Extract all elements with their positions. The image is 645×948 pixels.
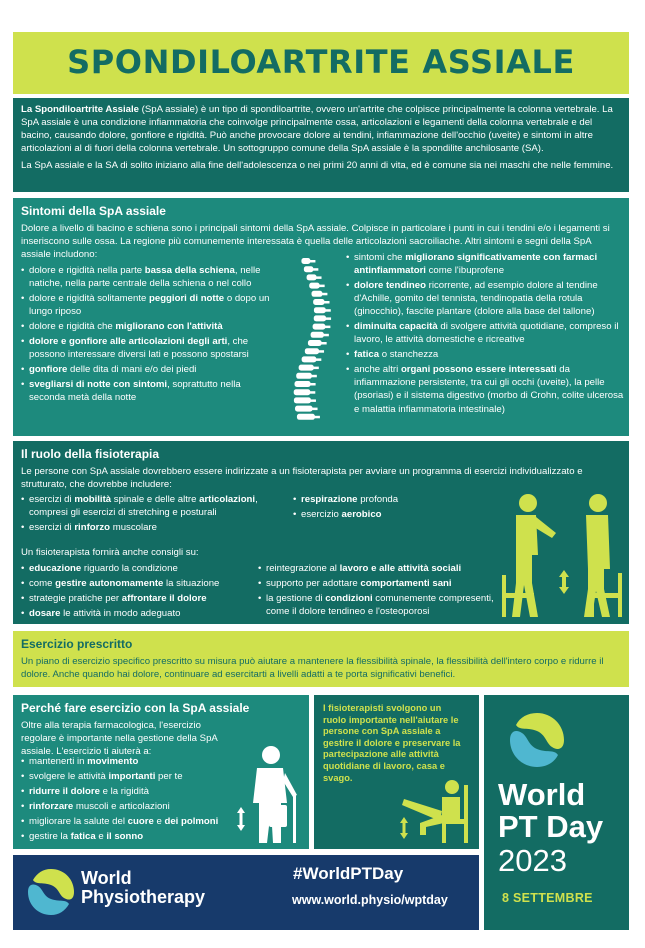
- symptom-item-segment: o dopo un lungo riposo: [29, 293, 270, 318]
- benefit-item-segment: e la rigidità: [99, 786, 149, 798]
- intro-paragraph-1: [21, 103, 621, 155]
- benefit-item-segment: rinforzare: [29, 801, 74, 813]
- symptom-item-segment: diminuita capacità: [354, 321, 438, 333]
- symptom-item: [21, 292, 271, 318]
- symptom-item: [21, 378, 271, 404]
- physio-item-segment: respirazione: [301, 494, 358, 505]
- benefit-item-segment: migliorare la salute del: [29, 816, 128, 828]
- vertebra-process-shape: [315, 358, 321, 361]
- physio-list-a: [21, 493, 286, 536]
- physio-item: [293, 508, 453, 521]
- advice-item: [21, 562, 256, 575]
- symptom-item-segment: fatica: [354, 349, 380, 361]
- spine-icon: [281, 254, 341, 426]
- vertebra-process-shape: [325, 309, 331, 312]
- why-exercise-intro: Oltre alla terapia farmacologica, l'esercizio regolare è importante nella gestione della SpA assiale. L'esercizio ti aiuterà a:: [21, 720, 218, 758]
- symptom-item-segment: svegliarsi di notte con sintomi: [29, 379, 168, 391]
- vertebra-process-shape: [314, 416, 320, 419]
- walking-cane-icon: [231, 743, 305, 845]
- vertebra-process-shape: [310, 383, 316, 386]
- why-exercise-section: [13, 695, 309, 849]
- symptom-item-segment: migliorano significativamente con farmaci antinfiammatori: [354, 252, 598, 277]
- vertebra-process-shape: [321, 342, 327, 345]
- physio-item-segment: esercizi di: [29, 494, 75, 505]
- symptom-item-segment: migliorano con l'attività: [115, 321, 223, 333]
- vertebra-process-shape: [309, 260, 315, 263]
- physio-heading: Il ruolo della fisioterapia: [21, 447, 160, 461]
- vertebra-shape: [304, 266, 313, 272]
- symptom-item-segment: ricorrente, ad esempio dolore al tendine d'Achille, gomito del tennista, tendinopatia della rotula (ginocchio), fascite plantare (dolore alla base del tallone): [354, 280, 598, 318]
- vertebra-process-shape: [316, 276, 322, 279]
- advice-item: [258, 562, 498, 575]
- physio-item: [21, 493, 286, 519]
- advice-item: [21, 577, 256, 590]
- vertebra-shape: [299, 365, 314, 371]
- exercise-section: [13, 631, 629, 687]
- benefit-item: [21, 815, 231, 828]
- benefit-item: [21, 830, 231, 843]
- wpt-date: 8 SETTEMBRE: [502, 891, 593, 905]
- advice-item-segment: strategie pratiche per: [29, 593, 122, 605]
- benefit-item: [21, 800, 231, 813]
- symptom-item-segment: dolore e rigidità che: [29, 321, 116, 333]
- symptom-item-segment: come l'ibuprofene: [425, 265, 505, 277]
- advice-item-segment: comunemente compresenti, come il dolore tendineo e l'osteoporosi: [266, 593, 494, 618]
- symptom-item: [21, 335, 271, 361]
- benefit-item-segment: dei polmoni: [164, 816, 219, 828]
- advice-item-segment: la gestione di: [266, 593, 326, 605]
- title-banner: [13, 32, 629, 94]
- symptom-item-segment: dolore e gonfiore alle articolazioni degli arti: [29, 336, 228, 348]
- vertebra-shape: [294, 397, 311, 403]
- advice-item: [258, 592, 498, 618]
- symptom-item: [346, 363, 624, 415]
- symptom-item-segment: o stanchezza: [379, 349, 439, 361]
- page-title: SPONDILOARTRITE ASSIALE: [67, 43, 575, 82]
- benefit-item: [21, 755, 231, 768]
- world-pt-day-logo-icon: [506, 709, 568, 771]
- website-link[interactable]: www.world.physio/wptday: [292, 893, 448, 907]
- why-exercise-list: [21, 755, 231, 845]
- physio-section: [13, 441, 629, 624]
- benefit-item-segment: movimento: [87, 756, 139, 767]
- symptom-item-segment: delle dita di mani e/o dei piedi: [67, 364, 197, 376]
- benefit-item-segment: gestire la: [29, 831, 71, 843]
- vertebra-shape: [301, 258, 310, 264]
- symptom-item-segment: di svolgere attività quotidiane, compreso il lavoro, le attività domestiche e ricreative: [354, 321, 619, 346]
- benefit-item-segment: mantenerti in: [29, 756, 88, 767]
- benefit-item-segment: e: [95, 831, 107, 843]
- symptom-item: [21, 264, 271, 290]
- physio-list-c: [21, 562, 256, 622]
- vertebra-process-shape: [319, 285, 325, 288]
- vertebra-shape: [305, 348, 319, 354]
- intro-term: La Spondiloartrite Assiale: [21, 104, 139, 115]
- physio-item-segment: mobilità: [74, 494, 112, 505]
- benefit-item-segment: fatica: [70, 831, 96, 843]
- symptoms-section: [13, 198, 629, 436]
- world-physiotherapy-logo-icon: [25, 866, 77, 918]
- benefit-item-segment: svolgere le attività: [29, 771, 109, 783]
- vertebra-shape: [302, 356, 317, 362]
- symptom-item-segment: bassa della schiena: [144, 265, 235, 276]
- benefit-item-segment: per te: [155, 771, 183, 783]
- vertebra-shape: [314, 307, 326, 313]
- vertebra-shape: [296, 373, 312, 379]
- physio-item-segment: profonda: [357, 494, 399, 505]
- physio-item-segment: rinforzo: [74, 522, 111, 534]
- vertebra-process-shape: [313, 367, 319, 370]
- vertebra-shape: [294, 389, 311, 395]
- vertebra-shape: [297, 414, 315, 420]
- symptom-item-segment: dolore e rigidità solitamente: [29, 293, 149, 305]
- org-name-line2: Physiotherapy: [81, 886, 206, 907]
- vertebra-process-shape: [325, 317, 331, 320]
- benefit-item-segment: muscoli e articolazioni: [73, 801, 170, 813]
- vertebra-shape: [313, 324, 326, 330]
- exercise-figures-icon: [498, 485, 626, 621]
- vertebra-shape: [307, 274, 317, 280]
- wpt-line1: World: [498, 777, 586, 812]
- benefit-item-segment: e: [153, 816, 165, 828]
- symptom-item: [21, 363, 271, 376]
- symptom-item-segment: , nelle natiche, nella parte centrale della schiena o nel collo: [29, 265, 261, 290]
- advice-item-segment: gestire autonomamente: [55, 578, 164, 590]
- intro-section: [13, 98, 629, 192]
- benefit-item: [21, 785, 231, 798]
- quote-box: [314, 695, 479, 849]
- vertebra-process-shape: [323, 334, 329, 337]
- symptoms-list-right: [346, 251, 624, 418]
- symptom-item-segment: dolore e rigidità nella parte: [29, 265, 145, 276]
- physio-item-segment: spinale e delle altre: [111, 494, 200, 505]
- physio-advice-intro: Un fisioterapista fornirà anche consigli su:: [21, 547, 199, 558]
- org-name-line1: World: [81, 868, 132, 888]
- advice-item: [21, 607, 256, 620]
- vertebra-shape: [312, 291, 323, 297]
- physio-item-segment: esercizio: [301, 509, 342, 521]
- symptom-item: [346, 320, 624, 346]
- physio-item: [293, 493, 453, 506]
- intro-paragraph-2: La SpA assiale e la SA di solito iniziano alla fine dell'adolescenza o nei primi 20 anni di vita, ed è comune sia nei maschi che nelle femmine.: [21, 160, 614, 172]
- vertebra-shape: [313, 299, 324, 305]
- advice-item-segment: come: [29, 578, 56, 590]
- vertebra-shape: [294, 381, 310, 387]
- advice-item-segment: la situazione: [163, 578, 220, 590]
- physio-item-segment: esercizi di: [29, 522, 75, 534]
- physio-intro: Le persone con SpA assiale dovrebbero essere indirizzate a un fisioterapista per avviare un programma di esercizi individualizzato e strutturato, che dovrebbe includere:: [21, 466, 583, 491]
- benefit-item-segment: importanti: [108, 771, 156, 783]
- quote-text: I fisioterapisti svolgono un ruolo importante nell'aiutare le persone con SpA assiale a gestire il dolore e preservare la partecipazione alle attività quotidiane di lavoro, casa e svago.: [323, 703, 461, 783]
- benefit-item-segment: ridurre il dolore: [29, 786, 100, 798]
- why-exercise-heading: Perché fare esercizio con la SpA assiale: [21, 701, 250, 715]
- hashtag: #WorldPTDay: [293, 864, 404, 883]
- advice-item-segment: comportamenti sani: [360, 578, 452, 590]
- physio-item: [21, 521, 286, 534]
- symptom-item-segment: , soprattutto nella seconda metà della notte: [29, 379, 241, 404]
- vertebra-process-shape: [324, 301, 330, 304]
- physio-list-b: [293, 493, 453, 523]
- symptom-item-segment: anche altri: [354, 364, 401, 376]
- physio-item-segment: aerobico: [341, 509, 382, 521]
- symptom-item-segment: organi possono essere interessati: [400, 364, 557, 376]
- advice-item-segment: riguardo la condizione: [81, 563, 178, 574]
- benefit-item-segment: cuore: [127, 816, 154, 828]
- benefit-item-segment: il sonno: [106, 831, 144, 843]
- advice-item-segment: le attività in modo adeguato: [60, 608, 181, 620]
- world-pt-day-panel: [484, 695, 629, 930]
- exercise-text: Un piano di esercizio specifico prescritto su misura può aiutare a mantenere la flessibilità spinale, la flessibilità dell'intero corpo e ridurre il dolore. Anche quando hai dolore, continuare ad esercitarti a livelli adatti a te porta significativi benefici.: [21, 656, 604, 681]
- symptom-item-segment: sintomi che: [354, 252, 406, 263]
- symptoms-heading: Sintomi della SpA assiale: [21, 204, 166, 218]
- symptom-item: [346, 348, 624, 361]
- vertebra-shape: [295, 406, 313, 412]
- symptom-item-segment: da infiammazione persistente, tra cui gli occhi (uveite), la pelle (psoriasi) e il sistema digestivo (morbo di Crohn, colite ulcerosa e malattia infiammatoria intestinale): [354, 364, 624, 415]
- wpt-line2: PT Day: [498, 809, 604, 844]
- advice-item: [21, 592, 256, 605]
- advice-item-segment: affrontare il dolore: [121, 593, 207, 605]
- vertebra-process-shape: [311, 375, 317, 378]
- vertebra-shape: [309, 283, 319, 289]
- symptom-item-segment: gonfiore: [29, 364, 68, 376]
- physio-item-segment: , compresi gli esercizi di stretching e posturali: [29, 494, 258, 519]
- advice-item-segment: supporto per adottare: [266, 578, 361, 590]
- wpt-year: 2023: [498, 843, 567, 878]
- intro-text: (SpA assiale) è un tipo di spondiloartrite, ovvero un'artrite che colpisce principalmente la colonna vertebrale. La SpA assiale è una condizione infiammatoria che coinvolge principalmente ossa, articolazioni e legamenti della colonna vertebrale e del bacino, causando dolore, gonfiore e rigidità. Può anche provocare dolore ai tendini, infiammazione dell'occhio (uveite) e sintomi in altre articolazioni al di fuori della colonna vertebrale. Un sottogruppo comune della SpA assiale è la spondilite anchilosante (SA).: [21, 104, 613, 155]
- exercise-heading: Esercizio prescritto: [21, 637, 133, 651]
- vertebra-shape: [314, 315, 326, 321]
- benefit-item: [21, 770, 231, 783]
- physio-list-d: [258, 562, 498, 620]
- physio-item-segment: muscolare: [110, 522, 157, 534]
- symptom-item: [346, 251, 624, 277]
- advice-item: [258, 577, 498, 590]
- vertebra-shape: [311, 332, 324, 338]
- vertebra-process-shape: [309, 391, 315, 394]
- vertebra-shape: [308, 340, 322, 346]
- vertebra-process-shape: [310, 399, 316, 402]
- symptom-item-segment: dolore tendineo: [354, 280, 426, 292]
- symptom-item-segment: peggiori di notte: [149, 293, 225, 305]
- symptom-item-segment: , che possono interessare diversi lati e possono spostarsi: [29, 336, 249, 361]
- advice-item-segment: educazione: [29, 563, 82, 574]
- vertebra-process-shape: [324, 326, 330, 329]
- symptoms-list-left: [21, 264, 271, 406]
- symptoms-intro: Dolore a livello di bacino e schiena sono i principali sintomi della SpA assiale. Colpisce in particolare i punti in cui i tendini e/o i legamenti si inseriscono sulle ossa. La regione più comunemente interessata è quella delle articolazioni sacroiliache. Altri sintomi e segni della SpA assiale includono:: [21, 223, 610, 261]
- org-name: [81, 869, 205, 907]
- advice-item-segment: reintegrazione al: [266, 563, 340, 574]
- vertebra-process-shape: [318, 350, 324, 353]
- advice-item-segment: dosare: [29, 608, 61, 620]
- symptom-item: [21, 320, 271, 333]
- vertebra-process-shape: [312, 408, 318, 411]
- physio-item-segment: articolazioni: [199, 494, 256, 505]
- vertebra-process-shape: [321, 293, 327, 296]
- seated-stretch-icon: [390, 775, 476, 845]
- advice-item-segment: condizioni: [325, 593, 373, 605]
- advice-item-segment: lavoro e alle attività sociali: [339, 563, 462, 574]
- vertebra-process-shape: [312, 268, 318, 271]
- symptom-item: [346, 279, 624, 318]
